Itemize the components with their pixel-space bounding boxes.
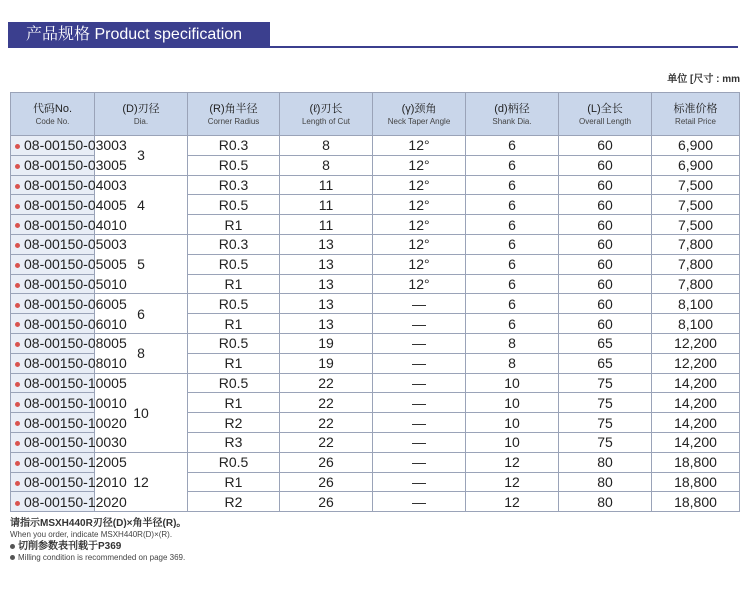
column-header-cn: (d)柄径: [494, 103, 530, 115]
dia-cell: 3: [95, 136, 188, 176]
retail-price-cell: 7,800: [652, 234, 740, 254]
column-header-length-of-cut: [280, 93, 373, 136]
column-header-en: Shank Dia.: [492, 117, 532, 126]
column-header-retail-price: [652, 93, 740, 136]
length-of-cut-cell: 11: [280, 175, 373, 195]
overall-length-cell: 60: [559, 195, 652, 215]
table-row: [11, 333, 740, 353]
dot-icon: [15, 263, 20, 268]
neck-taper-angle-cell: —: [373, 413, 466, 433]
overall-length-cell: 75: [559, 413, 652, 433]
retail-price-cell: 7,500: [652, 175, 740, 195]
corner-radius-cell: R0.3: [188, 136, 280, 156]
retail-price-cell: 14,200: [652, 373, 740, 393]
code-number: 08-00150-05003: [24, 236, 127, 253]
overall-length-cell: 60: [559, 254, 652, 274]
table-row: [11, 314, 740, 334]
neck-taper-angle-cell: —: [373, 393, 466, 413]
neck-taper-angle-cell: —: [373, 294, 466, 314]
dia-cell: 6: [95, 294, 188, 334]
shank-dia-cell: 6: [466, 274, 559, 294]
shank-dia-cell: 10: [466, 413, 559, 433]
neck-taper-angle-cell: —: [373, 492, 466, 512]
neck-taper-angle-cell: —: [373, 432, 466, 452]
milling-note-en: Milling condition is recommended on page 369.: [18, 553, 186, 562]
code-cell: [11, 175, 127, 195]
neck-taper-angle-cell: 12°: [373, 175, 466, 195]
length-of-cut-cell: 22: [280, 432, 373, 452]
retail-price-cell: 7,500: [652, 195, 740, 215]
column-header-en: Code No.: [35, 117, 70, 126]
section-header: [8, 22, 738, 48]
dot-icon: [15, 322, 20, 327]
dot-icon: [15, 204, 20, 209]
length-of-cut-cell: 26: [280, 492, 373, 512]
table-body: [11, 136, 740, 512]
milling-note: [10, 541, 186, 563]
column-header-en: Retail Price: [675, 117, 716, 126]
corner-radius-cell: R1: [188, 215, 280, 235]
column-header-shank-dia: [466, 93, 559, 136]
length-of-cut-cell: 22: [280, 393, 373, 413]
corner-radius-cell: R0.3: [188, 175, 280, 195]
retail-price-cell: 6,900: [652, 155, 740, 175]
code-number: 08-00150-08010: [24, 355, 127, 372]
retail-price-cell: 8,100: [652, 294, 740, 314]
code-cell: [11, 353, 127, 373]
length-of-cut-cell: 26: [280, 472, 373, 492]
overall-length-cell: 75: [559, 373, 652, 393]
overall-length-cell: 60: [559, 294, 652, 314]
length-of-cut-cell: 8: [280, 136, 373, 156]
column-header-overall-length: [559, 93, 652, 136]
shank-dia-cell: 6: [466, 294, 559, 314]
dot-icon: [15, 223, 20, 228]
column-header-cn: 标准价格: [673, 103, 718, 115]
retail-price-cell: 18,800: [652, 472, 740, 492]
code-number: 08-00150-10005: [24, 374, 127, 391]
table-row: [11, 234, 740, 254]
length-of-cut-cell: 13: [280, 234, 373, 254]
column-header-en: Dia.: [133, 117, 149, 126]
dot-icon: [15, 421, 20, 426]
corner-radius-cell: R1: [188, 314, 280, 334]
dot-icon: [15, 441, 20, 446]
neck-taper-angle-cell: 12°: [373, 234, 466, 254]
code-number: 08-00150-10030: [24, 434, 127, 451]
code-cell: [11, 413, 127, 433]
column-header-en: Neck Taper Angle: [387, 117, 451, 126]
table-row: [11, 413, 740, 433]
neck-taper-angle-cell: —: [373, 314, 466, 334]
code-number: 08-00150-05010: [24, 275, 127, 292]
corner-radius-cell: R1: [188, 353, 280, 373]
shank-dia-cell: 8: [466, 353, 559, 373]
overall-length-cell: 75: [559, 432, 652, 452]
code-cell: [11, 393, 127, 413]
section-divider: [270, 46, 738, 48]
neck-taper-angle-cell: —: [373, 353, 466, 373]
corner-radius-cell: R2: [188, 413, 280, 433]
overall-length-cell: 60: [559, 314, 652, 334]
dot-icon: [15, 164, 20, 169]
dot-icon: [15, 283, 20, 288]
corner-radius-cell: R0.5: [188, 333, 280, 353]
overall-length-cell: 80: [559, 452, 652, 472]
column-header-cn: (D)刃径: [122, 103, 160, 115]
code-number: 08-00150-05005: [24, 256, 127, 273]
code-cell: [11, 136, 127, 156]
code-cell: [11, 373, 127, 393]
table-row: [11, 294, 740, 314]
code-number: 08-00150-08005: [24, 335, 127, 352]
dot-icon: [15, 184, 20, 189]
overall-length-cell: 60: [559, 274, 652, 294]
table-row: [11, 254, 740, 274]
retail-price-cell: 7,800: [652, 254, 740, 274]
shank-dia-cell: 6: [466, 314, 559, 334]
neck-taper-angle-cell: 12°: [373, 136, 466, 156]
overall-length-cell: 60: [559, 155, 652, 175]
code-number: 08-00150-10010: [24, 394, 127, 411]
retail-price-cell: 12,200: [652, 333, 740, 353]
code-number: 08-00150-06010: [24, 315, 127, 332]
code-cell: [11, 492, 127, 512]
overall-length-cell: 75: [559, 393, 652, 413]
length-of-cut-cell: 11: [280, 215, 373, 235]
code-cell: [11, 234, 127, 254]
neck-taper-angle-cell: 12°: [373, 155, 466, 175]
code-cell: [11, 472, 127, 492]
section-title: 产品规格 Product specification: [8, 22, 270, 48]
neck-taper-angle-cell: —: [373, 472, 466, 492]
length-of-cut-cell: 22: [280, 413, 373, 433]
retail-price-cell: 7,800: [652, 274, 740, 294]
corner-radius-cell: R0.5: [188, 155, 280, 175]
shank-dia-cell: 10: [466, 373, 559, 393]
corner-radius-cell: R1: [188, 393, 280, 413]
table-row: [11, 492, 740, 512]
overall-length-cell: 80: [559, 492, 652, 512]
length-of-cut-cell: 26: [280, 452, 373, 472]
shank-dia-cell: 10: [466, 393, 559, 413]
dot-icon: [15, 461, 20, 466]
overall-length-cell: 60: [559, 234, 652, 254]
corner-radius-cell: R0.5: [188, 373, 280, 393]
neck-taper-angle-cell: 12°: [373, 274, 466, 294]
shank-dia-cell: 6: [466, 155, 559, 175]
retail-price-cell: 18,800: [652, 492, 740, 512]
table-row: [11, 373, 740, 393]
dot-icon: [15, 501, 20, 506]
dia-cell: 8: [95, 333, 188, 373]
unit-label: 单位 [尺寸 : mm: [667, 74, 740, 85]
shank-dia-cell: 6: [466, 136, 559, 156]
table-row: [11, 215, 740, 235]
column-header-en: Overall Length: [578, 117, 632, 126]
overall-length-cell: 65: [559, 353, 652, 373]
code-number: 08-00150-12020: [24, 493, 127, 510]
corner-radius-cell: R0.5: [188, 294, 280, 314]
neck-taper-angle-cell: —: [373, 333, 466, 353]
code-cell: [11, 452, 127, 472]
table-row: [11, 432, 740, 452]
table-row: [11, 452, 740, 472]
retail-price-cell: 18,800: [652, 452, 740, 472]
order-note-cn: 请指示MSXH440R刃径(D)×角半径(R)。: [10, 518, 187, 529]
length-of-cut-cell: 11: [280, 195, 373, 215]
table-row: [11, 155, 740, 175]
shank-dia-cell: 6: [466, 215, 559, 235]
notes: [10, 518, 186, 564]
column-header-dia: [95, 93, 188, 136]
order-note: [10, 518, 186, 540]
table-header-row: [11, 93, 740, 136]
dia-cell: 12: [95, 452, 188, 511]
overall-length-cell: 80: [559, 472, 652, 492]
dia-cell: 5: [95, 234, 188, 293]
column-header-en: Corner Radius: [207, 117, 260, 126]
neck-taper-angle-cell: —: [373, 373, 466, 393]
code-cell: [11, 274, 127, 294]
column-header-cn: (ℓ)刃长: [309, 103, 343, 115]
milling-note-cn: 切削参数表刊载于P369: [18, 541, 122, 552]
column-header-cn: (R)角半径: [209, 103, 258, 115]
retail-price-cell: 8,100: [652, 314, 740, 334]
code-cell: [11, 333, 127, 353]
dot-icon: [15, 303, 20, 308]
table-row: [11, 393, 740, 413]
column-header-cn: (γ)颈角: [401, 103, 437, 115]
corner-radius-cell: R0.5: [188, 254, 280, 274]
shank-dia-cell: 6: [466, 175, 559, 195]
code-cell: [11, 314, 127, 334]
code-number: 08-00150-12010: [24, 473, 127, 490]
shank-dia-cell: 8: [466, 333, 559, 353]
corner-radius-cell: R0.5: [188, 195, 280, 215]
table-row: [11, 274, 740, 294]
code-cell: [11, 155, 127, 175]
code-number: 08-00150-04010: [24, 216, 127, 233]
retail-price-cell: 6,900: [652, 136, 740, 156]
neck-taper-angle-cell: 12°: [373, 215, 466, 235]
length-of-cut-cell: 19: [280, 353, 373, 373]
corner-radius-cell: R2: [188, 492, 280, 512]
dot-icon: [15, 402, 20, 407]
dot-icon: [15, 362, 20, 367]
retail-price-cell: 14,200: [652, 432, 740, 452]
corner-radius-cell: R3: [188, 432, 280, 452]
table-row: [11, 175, 740, 195]
code-number: 08-00150-12005: [24, 454, 127, 471]
dot-icon: [15, 342, 20, 347]
code-number: 08-00150-03003: [24, 137, 127, 154]
dot-icon: [15, 243, 20, 248]
code-number: 08-00150-10020: [24, 414, 127, 431]
code-cell: [11, 432, 127, 452]
corner-radius-cell: R1: [188, 274, 280, 294]
shank-dia-cell: 12: [466, 472, 559, 492]
bullet-icon: [10, 555, 15, 560]
corner-radius-cell: R0.5: [188, 452, 280, 472]
dia-cell: 4: [95, 175, 188, 234]
code-number: 08-00150-04003: [24, 176, 127, 193]
table-row: [11, 353, 740, 373]
dot-icon: [15, 481, 20, 486]
length-of-cut-cell: 22: [280, 373, 373, 393]
retail-price-cell: 14,200: [652, 413, 740, 433]
shank-dia-cell: 6: [466, 195, 559, 215]
shank-dia-cell: 10: [466, 432, 559, 452]
code-cell: [11, 195, 127, 215]
length-of-cut-cell: 19: [280, 333, 373, 353]
column-header-cn: (L)全长: [587, 103, 623, 115]
dot-icon: [15, 382, 20, 387]
length-of-cut-cell: 13: [280, 314, 373, 334]
retail-price-cell: 7,500: [652, 215, 740, 235]
code-number: 08-00150-03005: [24, 157, 127, 174]
overall-length-cell: 65: [559, 333, 652, 353]
shank-dia-cell: 6: [466, 234, 559, 254]
corner-radius-cell: R1: [188, 472, 280, 492]
overall-length-cell: 60: [559, 136, 652, 156]
neck-taper-angle-cell: 12°: [373, 254, 466, 274]
dot-icon: [15, 144, 20, 149]
neck-taper-angle-cell: —: [373, 452, 466, 472]
column-header-cn: 代码No.: [32, 103, 73, 115]
code-cell: [11, 254, 127, 274]
overall-length-cell: 60: [559, 215, 652, 235]
code-number: 08-00150-04005: [24, 196, 127, 213]
length-of-cut-cell: 13: [280, 294, 373, 314]
shank-dia-cell: 6: [466, 254, 559, 274]
length-of-cut-cell: 13: [280, 274, 373, 294]
shank-dia-cell: 12: [466, 452, 559, 472]
overall-length-cell: 60: [559, 175, 652, 195]
dia-cell: 10: [95, 373, 188, 452]
corner-radius-cell: R0.3: [188, 234, 280, 254]
bullet-icon: [10, 544, 15, 549]
length-of-cut-cell: 8: [280, 155, 373, 175]
neck-taper-angle-cell: 12°: [373, 195, 466, 215]
column-header-en: Length of Cut: [301, 117, 351, 126]
spec-table: [10, 92, 740, 512]
code-number: 08-00150-06005: [24, 295, 127, 312]
shank-dia-cell: 12: [466, 492, 559, 512]
column-header-neck-taper-angle: [373, 93, 466, 136]
code-cell: [11, 294, 127, 314]
table-row: [11, 195, 740, 215]
order-note-en: When you order, indicate MSXH440R(D)×(R).: [10, 530, 173, 539]
column-header-corner-radius: [188, 93, 280, 136]
column-header-code: [11, 93, 95, 136]
retail-price-cell: 14,200: [652, 393, 740, 413]
retail-price-cell: 12,200: [652, 353, 740, 373]
code-cell: [11, 215, 127, 235]
length-of-cut-cell: 13: [280, 254, 373, 274]
table-row: [11, 472, 740, 492]
table-row: [11, 136, 740, 156]
